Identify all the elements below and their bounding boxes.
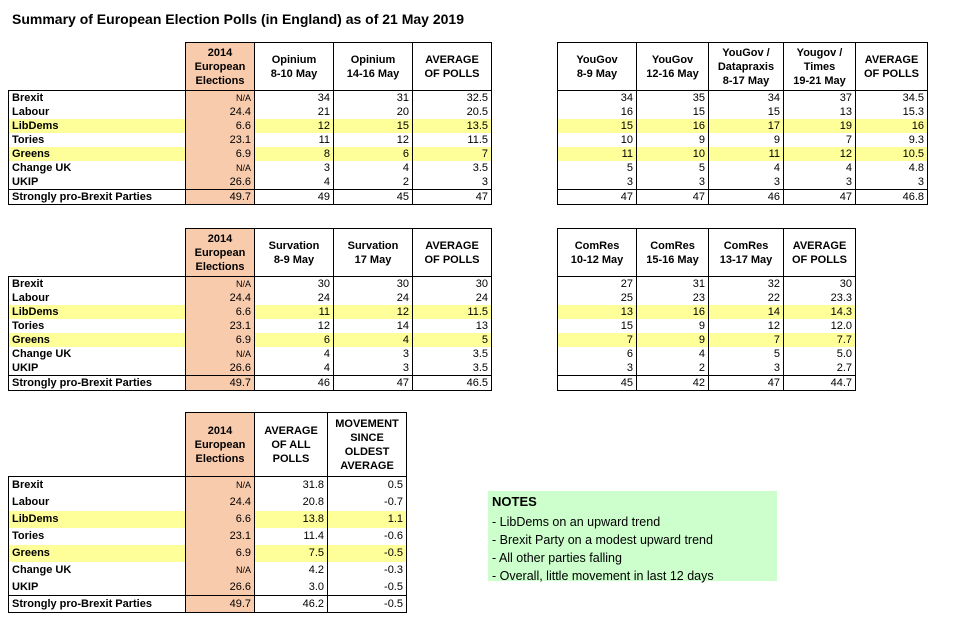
value-cell: 9 [637,333,709,347]
value-cell: 6 [334,147,413,161]
value-cell: 7 [413,147,492,161]
party-label: Strongly pro-Brexit Parties [9,190,186,205]
party-label: UKIP [9,579,186,596]
value-cell: 34 [255,91,334,106]
value-cell: 3.5 [413,361,492,376]
value-cell: 23.3 [784,291,856,305]
value-cell: -0.5 [328,579,407,596]
value-cell: 22 [709,291,784,305]
table-row [9,305,492,319]
note-item: - LibDems on an upward trend [492,515,661,529]
base-2014-cell: 23.1 [186,528,255,545]
value-cell: 21 [255,105,334,119]
value-cell: 20.5 [413,105,492,119]
party-label: Brexit [9,477,186,494]
party-label: Change UK [9,347,186,361]
base-2014-cell: 26.6 [186,361,255,376]
value-cell: 5 [558,161,637,175]
value-cell: 9 [637,133,709,147]
value-cell: 4 [709,161,784,175]
value-cell: 14 [709,305,784,319]
value-cell: 4 [784,161,856,175]
value-cell: 15.3 [856,105,928,119]
value-cell: 24 [255,291,334,305]
value-cell: 46.2 [255,596,328,613]
value-cell: 3 [784,175,856,190]
col-header: Yougov / Times 19-21 May [784,43,856,91]
value-cell: 16 [637,305,709,319]
value-cell: 30 [255,277,334,292]
col-header: AVERAGE OF ALL POLLS [255,413,328,477]
value-cell: 4 [334,333,413,347]
base-2014-cell: N/A [186,277,255,292]
value-cell: 16 [856,119,928,133]
base-header: 2014 European Elections [186,43,255,91]
party-label: UKIP [9,175,186,190]
notes-heading: NOTES [492,494,537,509]
party-label: Labour [9,291,186,305]
header-row [9,413,407,477]
value-cell: 5 [413,333,492,347]
table-row [9,545,407,562]
party-label: Change UK [9,562,186,579]
value-cell: 7.7 [784,333,856,347]
party-label: Labour [9,105,186,119]
value-cell: 12 [334,133,413,147]
value-cell: 30 [334,277,413,292]
empty-cell [9,43,186,91]
table-row [9,347,492,361]
col-header: ComRes 10-12 May [558,229,637,277]
base-header: 2014 European Elections [186,229,255,277]
opinium-table [8,42,492,205]
value-cell: 5 [709,347,784,361]
value-cell: 14 [334,319,413,333]
col-header: ComRes 13-17 May [709,229,784,277]
total-row [558,190,928,205]
table-row [558,347,856,361]
value-cell: 3 [558,175,637,190]
col-header: AVERAGE OF POLLS [784,229,856,277]
table-row [558,175,928,190]
value-cell: 12 [709,319,784,333]
base-2014-cell: 23.1 [186,319,255,333]
party-label: Tories [9,528,186,545]
table-row [9,319,492,333]
value-cell: 34 [558,91,637,106]
header-row [558,43,928,91]
col-header: Opinium 8-10 May [255,43,334,91]
value-cell: 13 [413,319,492,333]
value-cell: 24 [334,291,413,305]
value-cell: 31.8 [255,477,328,494]
value-cell: 16 [637,119,709,133]
value-cell: 47 [637,190,709,205]
value-cell: 8 [255,147,334,161]
base-2014-cell: N/A [186,562,255,579]
party-label: Change UK [9,161,186,175]
all-polls-table [8,412,407,613]
value-cell: 3 [413,175,492,190]
yougov-table [557,42,928,205]
value-cell: 37 [784,91,856,106]
table-row [558,161,928,175]
value-cell: 11 [255,305,334,319]
value-cell: 2 [334,175,413,190]
value-cell: 4 [637,347,709,361]
value-cell: 12 [784,147,856,161]
base-2014-cell: N/A [186,91,255,106]
value-cell: 4.8 [856,161,928,175]
value-cell: 0.5 [328,477,407,494]
value-cell: 15 [637,105,709,119]
table-row [9,494,407,511]
value-cell: 46 [255,376,334,391]
value-cell: 27 [558,277,637,292]
value-cell: 44.7 [784,376,856,391]
base-2014-cell: 6.9 [186,147,255,161]
value-cell: 7.5 [255,545,328,562]
value-cell: 34.5 [856,91,928,106]
value-cell: 45 [558,376,637,391]
col-header: ComRes 15-16 May [637,229,709,277]
total-row [9,596,407,613]
col-header: YouGov 8-9 May [558,43,637,91]
party-label: Strongly pro-Brexit Parties [9,596,186,613]
table-row [9,277,492,292]
value-cell: 3.0 [255,579,328,596]
value-cell: 11.4 [255,528,328,545]
value-cell: 3.5 [413,161,492,175]
value-cell: 3 [709,175,784,190]
table-row [558,91,928,106]
value-cell: 47 [413,190,492,205]
table-row [9,579,407,596]
table-row [9,361,492,376]
value-cell: 9.3 [856,133,928,147]
value-cell: 12 [255,319,334,333]
value-cell: 47 [709,376,784,391]
table-row [9,511,407,528]
value-cell: 13.8 [255,511,328,528]
total-row [9,190,492,205]
value-cell: 12 [334,305,413,319]
value-cell: 3.5 [413,347,492,361]
table-row [9,119,492,133]
value-cell: 10 [637,147,709,161]
value-cell: 2.7 [784,361,856,376]
col-header: YouGov 12-16 May [637,43,709,91]
value-cell: 11.5 [413,305,492,319]
value-cell: 30 [413,277,492,292]
col-header: MOVEMENT SINCE OLDEST AVERAGE [328,413,407,477]
value-cell: 2 [637,361,709,376]
base-2014-cell: N/A [186,161,255,175]
base-2014-cell: 24.4 [186,105,255,119]
value-cell: 9 [709,133,784,147]
value-cell: 45 [334,190,413,205]
value-cell: -0.5 [328,545,407,562]
base-2014-cell: 26.6 [186,579,255,596]
value-cell: 5 [637,161,709,175]
col-header: Survation 8-9 May [255,229,334,277]
base-2014-cell: 6.9 [186,545,255,562]
party-label: Greens [9,333,186,347]
table-row [558,119,928,133]
note-item: - Overall, little movement in last 12 days [492,569,714,583]
value-cell: 42 [637,376,709,391]
value-cell: 9 [637,319,709,333]
value-cell: 46.8 [856,190,928,205]
table-row [558,333,856,347]
table-row [558,133,928,147]
col-header: Opinium 14-16 May [334,43,413,91]
value-cell: 46.5 [413,376,492,391]
base-2014-cell: 49.7 [186,596,255,613]
value-cell: 12 [255,119,334,133]
base-2014-cell: N/A [186,477,255,494]
party-label: LibDems [9,511,186,528]
value-cell: -0.3 [328,562,407,579]
value-cell: 4 [255,347,334,361]
value-cell: 47 [784,190,856,205]
value-cell: 11 [558,147,637,161]
value-cell: -0.5 [328,596,407,613]
value-cell: 15 [558,319,637,333]
value-cell: 11.5 [413,133,492,147]
base-2014-cell: 24.4 [186,291,255,305]
value-cell: 6 [255,333,334,347]
col-header: AVERAGE OF POLLS [413,43,492,91]
page-title: Summary of European Election Polls (in England) as of 21 May 2019 [12,11,465,27]
table-row [9,91,492,106]
value-cell: 3 [255,161,334,175]
base-2014-cell: 24.4 [186,494,255,511]
header-row [558,229,856,277]
value-cell: 47 [334,376,413,391]
base-2014-cell: 6.6 [186,305,255,319]
value-cell: 12.0 [784,319,856,333]
value-cell: 3 [558,361,637,376]
col-header: AVERAGE OF POLLS [856,43,928,91]
base-2014-cell: 6.9 [186,333,255,347]
party-label: Greens [9,545,186,562]
base-2014-cell: 49.7 [186,376,255,391]
note-item: - Brexit Party on a modest upward trend [492,533,713,547]
table-row [558,277,856,292]
value-cell: -0.6 [328,528,407,545]
table-row [558,147,928,161]
value-cell: 3 [637,175,709,190]
party-label: Tories [9,319,186,333]
value-cell: 32.5 [413,91,492,106]
party-label: Strongly pro-Brexit Parties [9,376,186,391]
table-row [558,319,856,333]
party-label: LibDems [9,119,186,133]
value-cell: 1.1 [328,511,407,528]
value-cell: 13 [558,305,637,319]
total-row [9,376,492,391]
value-cell: 17 [709,119,784,133]
table-row [9,528,407,545]
value-cell: -0.7 [328,494,407,511]
party-label: Greens [9,147,186,161]
party-label: Labour [9,494,186,511]
party-label: Tories [9,133,186,147]
table-row [9,477,407,494]
table-row [558,361,856,376]
table-row [9,291,492,305]
value-cell: 16 [558,105,637,119]
value-cell: 46 [709,190,784,205]
value-cell: 23 [637,291,709,305]
table-row [558,105,928,119]
value-cell: 3 [334,361,413,376]
value-cell: 49 [255,190,334,205]
base-2014-cell: N/A [186,347,255,361]
survation-table [8,228,492,391]
value-cell: 7 [558,333,637,347]
value-cell: 24 [413,291,492,305]
value-cell: 4 [255,175,334,190]
base-2014-cell: 26.6 [186,175,255,190]
value-cell: 35 [637,91,709,106]
table-row [9,147,492,161]
value-cell: 7 [709,333,784,347]
empty-cell [9,229,186,277]
table-row [558,291,856,305]
value-cell: 13.5 [413,119,492,133]
col-header: YouGov / Datapraxis 8-17 May [709,43,784,91]
value-cell: 4.2 [255,562,328,579]
value-cell: 19 [784,119,856,133]
comres-table [557,228,856,391]
value-cell: 6 [558,347,637,361]
party-label: Brexit [9,91,186,106]
value-cell: 20 [334,105,413,119]
value-cell: 3 [709,361,784,376]
value-cell: 31 [637,277,709,292]
col-header: Survation 17 May [334,229,413,277]
value-cell: 10 [558,133,637,147]
base-2014-cell: 6.6 [186,119,255,133]
table-row [9,562,407,579]
value-cell: 15 [558,119,637,133]
value-cell: 32 [709,277,784,292]
value-cell: 25 [558,291,637,305]
value-cell: 14.3 [784,305,856,319]
party-label: LibDems [9,305,186,319]
notes-box [488,491,777,581]
value-cell: 3 [856,175,928,190]
value-cell: 15 [334,119,413,133]
value-cell: 11 [255,133,334,147]
value-cell: 13 [784,105,856,119]
value-cell: 10.5 [856,147,928,161]
base-2014-cell: 49.7 [186,190,255,205]
value-cell: 7 [784,133,856,147]
table-row [9,333,492,347]
value-cell: 47 [558,190,637,205]
party-label: UKIP [9,361,186,376]
value-cell: 3 [334,347,413,361]
value-cell: 34 [709,91,784,106]
col-header: AVERAGE OF POLLS [413,229,492,277]
table-row [9,175,492,190]
base-2014-cell: 6.6 [186,511,255,528]
value-cell: 4 [334,161,413,175]
table-row [9,133,492,147]
value-cell: 5.0 [784,347,856,361]
table-row [9,105,492,119]
value-cell: 30 [784,277,856,292]
note-item: - All other parties falling [492,551,622,565]
value-cell: 4 [255,361,334,376]
base-2014-cell: 23.1 [186,133,255,147]
value-cell: 11 [709,147,784,161]
value-cell: 20.8 [255,494,328,511]
value-cell: 15 [709,105,784,119]
header-row [9,43,492,91]
table-row [9,161,492,175]
value-cell: 31 [334,91,413,106]
empty-cell [9,413,186,477]
total-row [558,376,856,391]
table-row [558,305,856,319]
header-row [9,229,492,277]
base-header: 2014 European Elections [186,413,255,477]
party-label: Brexit [9,277,186,292]
